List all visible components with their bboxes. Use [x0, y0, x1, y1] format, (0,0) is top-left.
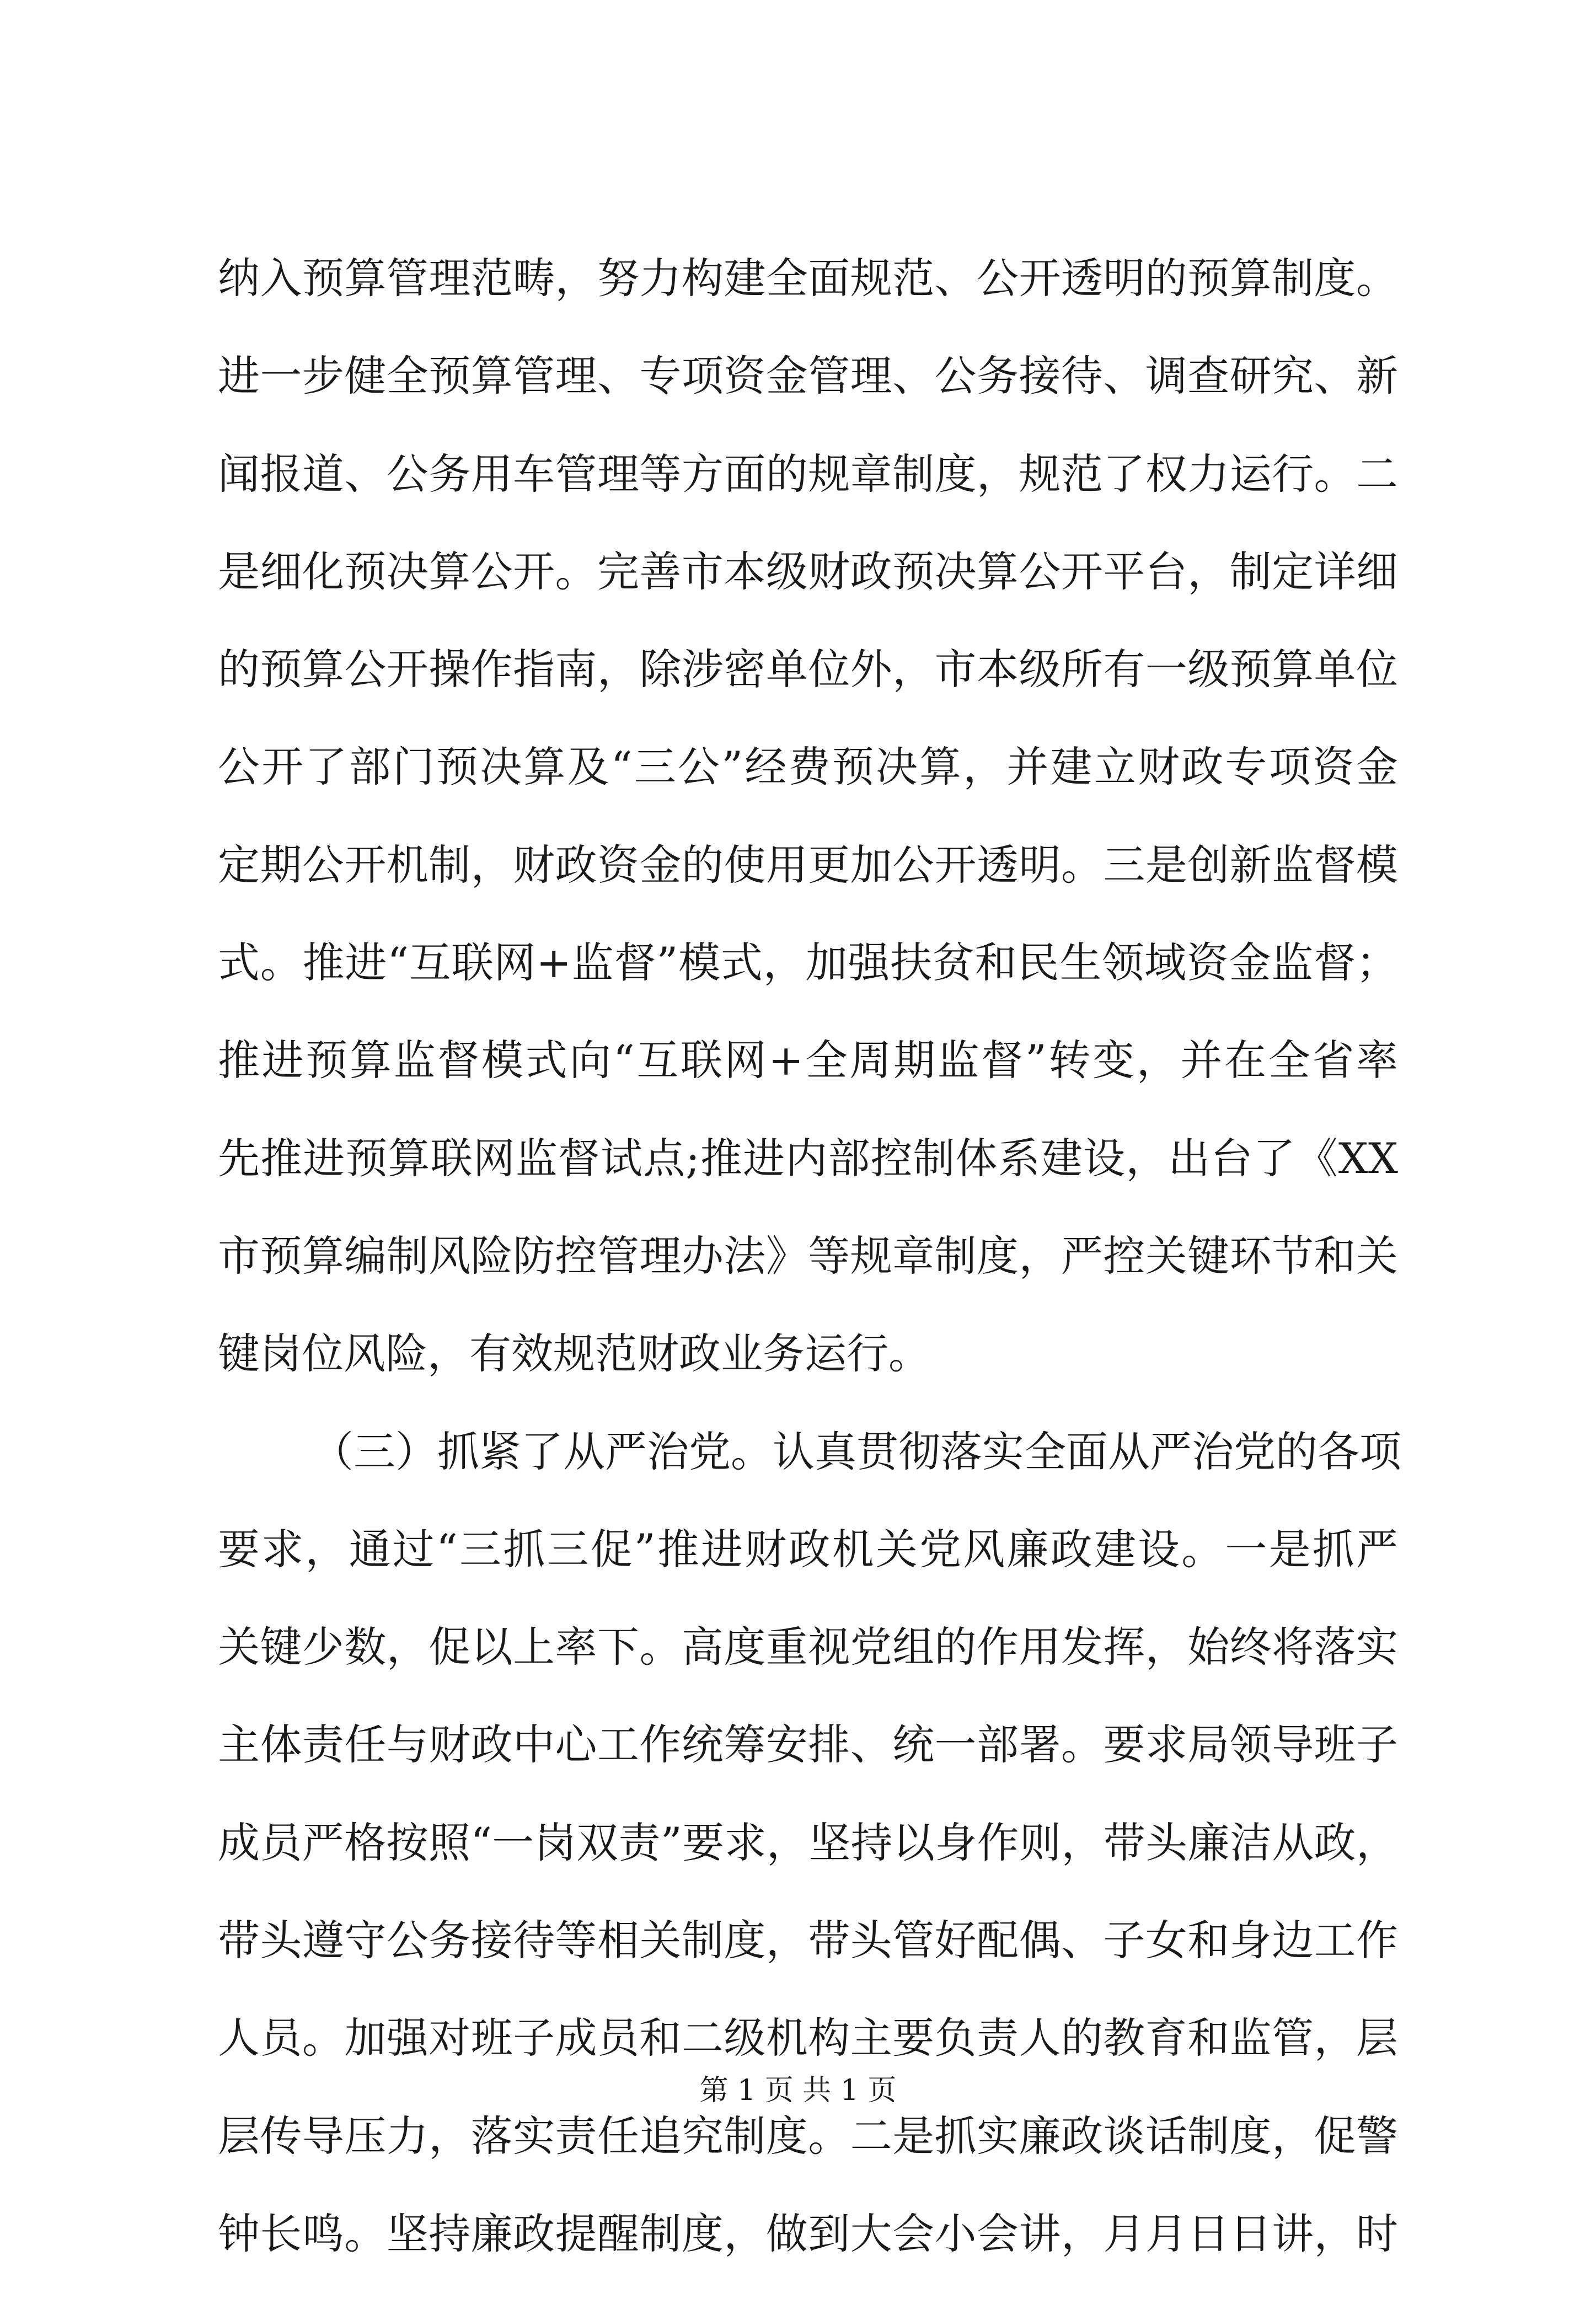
page-footer: 第 1 页 共 1 页 — [699, 2074, 897, 2107]
text-line: 要求，通过“三抓三促”推进财政机关党风廉政建设。一是抓严 — [218, 1524, 1398, 1574]
text-line: 先推进预算联网监督试点;推进内部控制体系建设，出台了《XX — [218, 1133, 1398, 1183]
text-line: 定期公开机制，财政资金的使用更加公开透明。三是创新监督模 — [218, 840, 1398, 890]
text-line: 市预算编制风险防控管理办法》等规章制度，严控关键环节和关 — [218, 1231, 1398, 1280]
text-line: 是细化预决算公开。完善市本级财政预决算公开平台，制定详细 — [218, 546, 1398, 596]
text-line: 闻报道、公务用车管理等方面的规章制度，规范了权力运行。二 — [218, 449, 1398, 499]
text-line: 关键少数，促以上率下。高度重视党组的作用发挥，始终将落实 — [218, 1622, 1398, 1672]
text-line: 进一步健全预算管理、专项资金管理、公务接待、调查研究、新 — [218, 351, 1398, 401]
text-line: 纳入预算管理范畴，努力构建全面规范、公开透明的预算制度。 — [218, 254, 1398, 303]
text-line: 人员。加强对班子成员和二级机构主要负责人的教育和监管，层 — [218, 2013, 1398, 2063]
text-line: 推进预算监督模式向“互联网+全周期监督”转变，并在全省率 — [218, 1036, 1398, 1085]
paragraph-1 — [218, 251, 1398, 1424]
text-line: 的预算公开操作指南，除涉密单位外，市本级所有一级预算单位 — [218, 645, 1398, 694]
body-text — [218, 251, 1401, 2304]
text-line: 键岗位风险，有效规范财政业务运行。 — [218, 1329, 930, 1379]
text-line: 公开了部门预决算及“三公”经费预决算，并建立财政专项资金 — [218, 742, 1398, 792]
text-line: 层传导压力，落实责任追究制度。二是抓实廉政谈话制度，促警 — [218, 2111, 1398, 2161]
paragraph-2 — [218, 1424, 1401, 2304]
text-line: 式。推进“互联网+监督”模式，加强扶贫和民生领域资金监督； — [218, 938, 1398, 988]
text-line: 主体责任与财政中心工作统筹安排、统一部署。要求局领导班子 — [218, 1720, 1398, 1770]
text-line: （三）抓紧了从严治党。认真贯彻落实全面从严治党的各项 — [312, 1427, 1401, 1476]
text-line: 钟长鸣。坚持廉政提醒制度，做到大会小会讲，月月日日讲，时 — [218, 2209, 1398, 2258]
text-line: 带头遵守公务接待等相关制度，带头管好配偶、子女和身边工作 — [218, 1916, 1398, 1965]
text-line: 成员严格按照“一岗双责”要求，坚持以身作则，带头廉洁从政， — [218, 1818, 1398, 1867]
